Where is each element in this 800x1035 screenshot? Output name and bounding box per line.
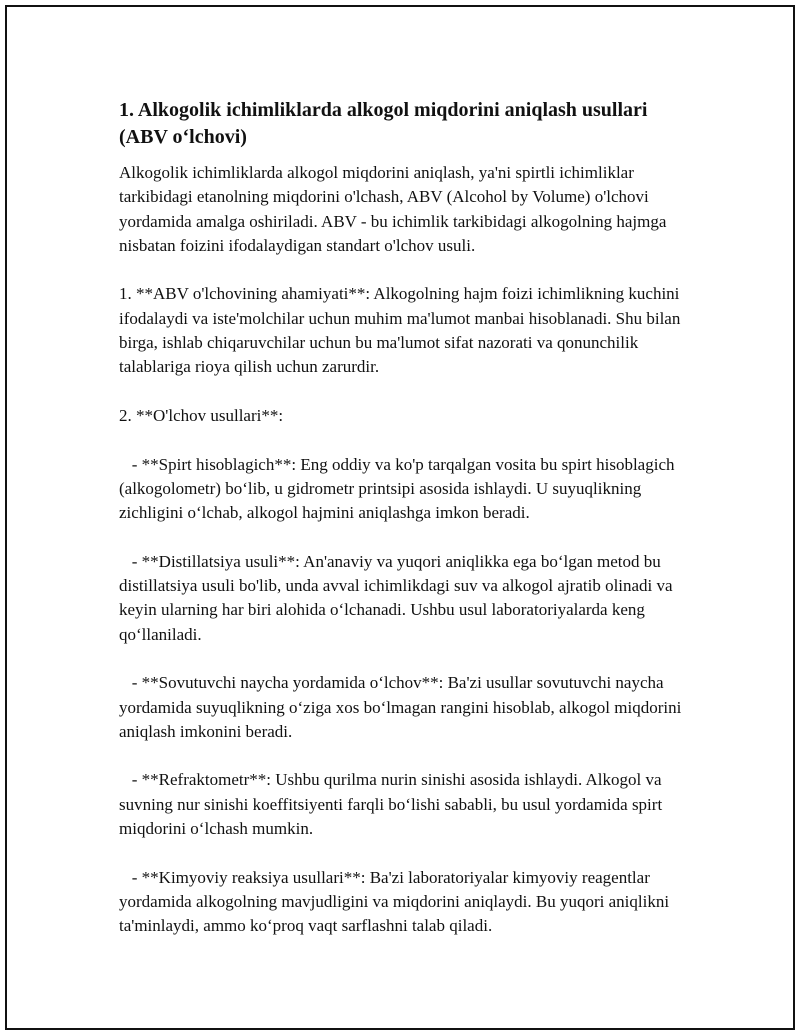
page-frame xyxy=(5,5,795,1030)
abv-importance-paragraph: 1. **ABV o'lchovining ahamiyati**: Alkogolning hajm foizi ichimlikning kuchini ifodalaydi va iste'molchilar uchun muhim ma'lumot manbai hisoblanadi. Shu bilan birga, ishlab chiqaruvchilar uchun bu ma'lumot sifat nazorati va qonunchilik talablariga rioya qilish uchun zarurdir. xyxy=(119,284,685,377)
section-heading: 1. Alkogolik ichimliklarda alkogol miqdorini aniqlash usullari (ABV o‘lchovi) xyxy=(119,99,648,148)
method-item-chemical-reaction: - **Kimyoviy reaksiya usullari**: Ba'zi laboratoriyalar kimyoviy reagentlar yordamida alkogolning mavjudligini va miqdorini aniqlaydi. Bu yuqori aniqlikni ta'minlaydi, ammo ko‘proq vaqt sarflashni talab qiladi. xyxy=(119,867,674,936)
paragraph-spacer xyxy=(119,428,694,452)
method-item-refractometer: - **Refraktometr**: Ushbu qurilma nurin sinishi asosida ishlaydi. Alkogol va suvning nur sinishi koeffitsiyenti farqli bo‘lishi sababli, bu usul yordamida spirt miqdorini o‘lchash mumkin. xyxy=(119,770,667,839)
paragraph-spacer xyxy=(119,380,694,404)
intro-paragraph: Alkogolik ichimliklarda alkogol miqdorini aniqlash, ya'ni spirtli ichimliklar tarkibidagi etanolning miqdorini o'lchash, ABV (Alcohol by Volume) o'lchovi yordamida amalga oshiriladi. ABV - bu ichimlik tarkibidagi alkogolning hajmga nisbatan foizini ifodalaydigan standart o'lchov usuli. xyxy=(119,163,671,255)
paragraph-spacer xyxy=(119,744,694,768)
method-item-cooling-tube: - **Sovutuvchi naycha yordamida o‘lchov**: Ba'zi usullar sovutuvchi naycha yordamida suyuqlikning o‘ziga xos bo‘lmagan rangini hisoblab, alkogol miqdorini aniqlash imkonini beradi. xyxy=(119,673,686,741)
method-item-hydrometer: - **Spirt hisoblagich**: Eng oddiy va ko'p tarqalgan vosita bu spirt hisoblagich (alkogolometr) bo‘lib, u gidrometr printsipi asosida ishlaydi. U suyuqlikning zichligini o‘lchab, alkogol hajmini aniqlashga imkon beradi. xyxy=(119,454,679,523)
paragraph-spacer xyxy=(119,647,694,671)
method-item-distillation: - **Distillatsiya usuli**: An'anaviy va yuqori aniqlikka ega bo‘lgan metod bu distillatsiya usuli bo'lib, unda avval ichimlikdagi suv va alkogol ajratib olinadi va keyin ularning har biri alohida o‘lchanadi. Ushbu usul laboratoriyalarda keng qo‘llaniladi. xyxy=(119,551,677,644)
methods-heading-paragraph: 2. **O'lchov usullari**: xyxy=(119,405,284,425)
paragraph-spacer xyxy=(119,525,694,549)
document-body xyxy=(119,97,694,939)
paragraph-spacer xyxy=(119,258,694,282)
paragraph-spacer xyxy=(119,841,694,865)
